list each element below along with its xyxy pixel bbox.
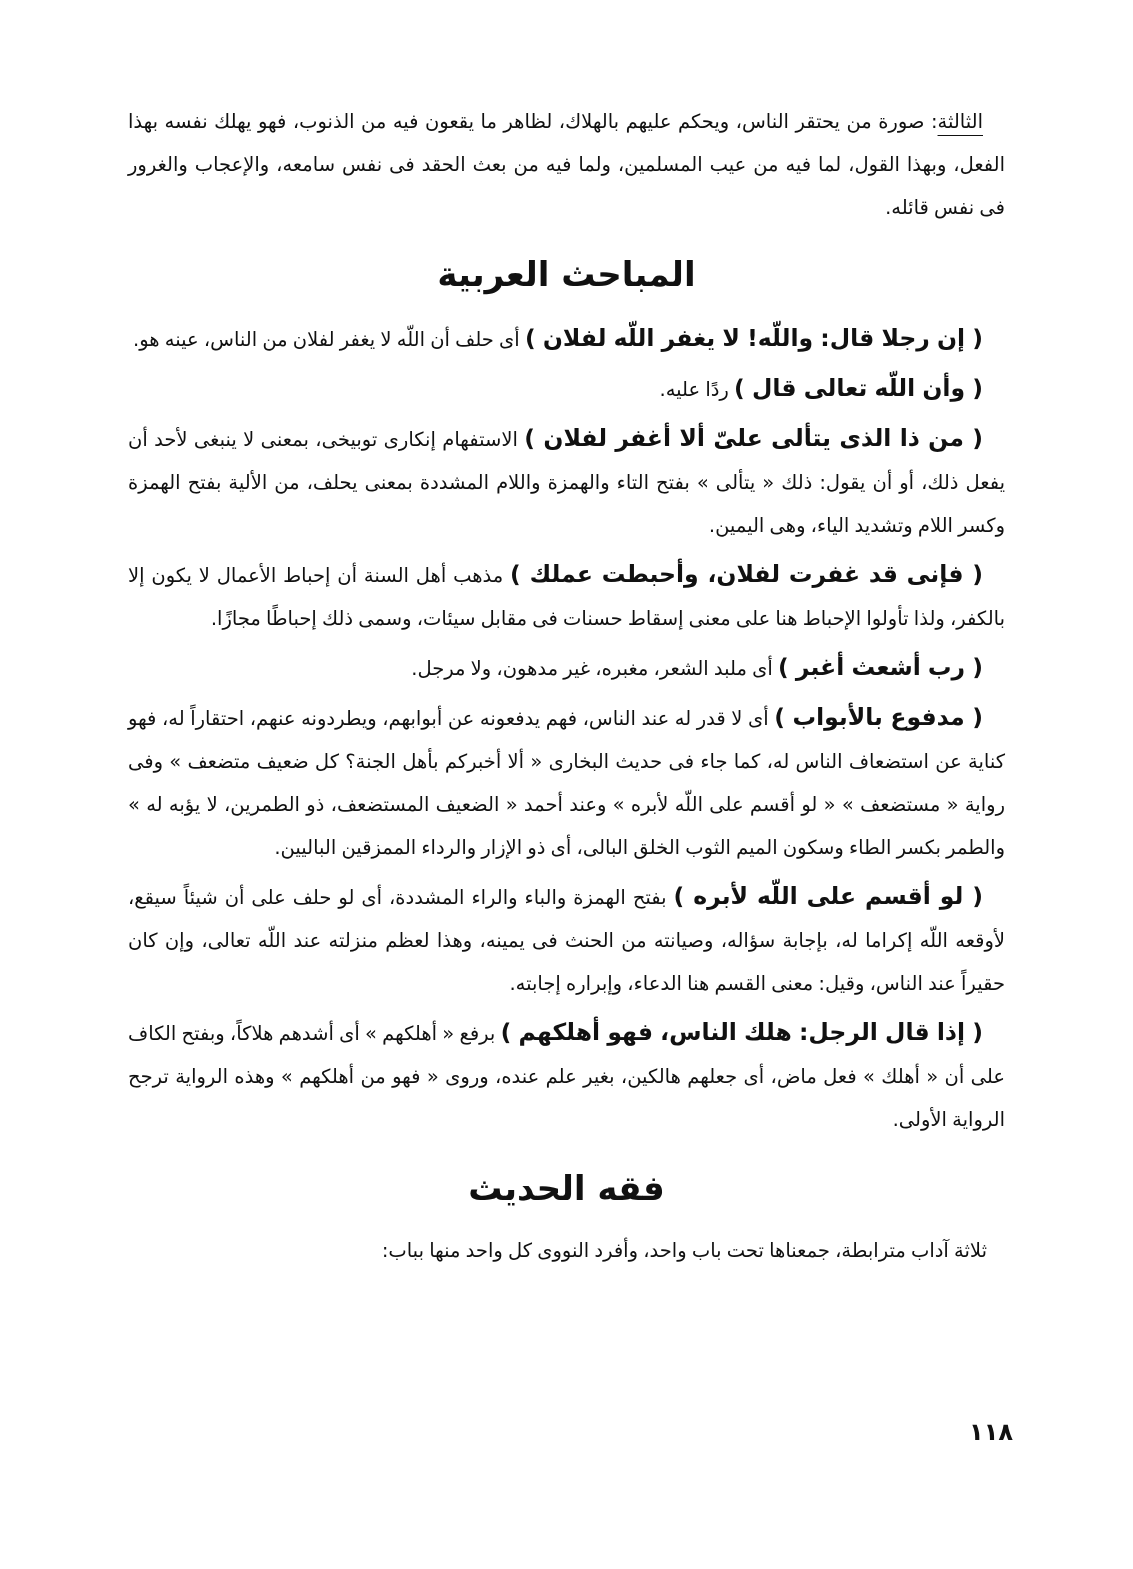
entry-paragraph — [128, 646, 1005, 690]
entry-headword: ( لو أقسم على اللّه لأبره ) — [673, 882, 983, 910]
entry-headword: ( فإنى قد غفرت لفلان، وأحبطت عملك ) — [510, 560, 984, 588]
entry-headword: ( رب أشعث أغبر ) — [778, 653, 983, 681]
paragraph-third-point — [128, 100, 1005, 229]
entry-paragraph — [128, 696, 1005, 869]
entry-headword: ( من ذا الذى يتألى علىّ ألا أغفر لفلان ) — [524, 424, 983, 452]
page-number: ١١٨ — [969, 1418, 1013, 1446]
entry-explanation: مذهب أهل السنة أن إحباط الأعمال لا يكون إلا بالكفر، ولذا تأولوا الإحباط هنا على معنى إسقاط حسنات فى مقابل سيئات، وسمى ذلك إحباطًا مجازًا. — [128, 564, 1005, 630]
entry-paragraph — [128, 1011, 1005, 1141]
entry-explanation: برفع « أهلكهم » أى أشدهم هلاكاً، وبفتح الكاف على أن « أهلك » فعل ماض، أى جعلهم هالكين، بغير علم عنده، وروى « فهو من أهلكهم » وهذه الرواية ترجح الرواية الأولى. — [128, 1022, 1005, 1131]
entry-paragraph — [128, 317, 1005, 361]
entry-paragraph — [128, 367, 1005, 411]
entry-explanation: أى لا قدر له عند الناس، فهم يدفعونه عن أبوابهم، ويطردونه عنهم، احتقاراً له، فهو كناية عن استضعاف الناس له، كما جاء فى حديث البخارى « ألا أخبركم بأهل الجنة؟ كل ضعيف متضعف » وفى رواية « مستضعف » « لو أقسم على اللّه لأبره » وعند أحمد « الضعيف المستضعف، ذو الطمرين، لا يؤبه له » والطمر بكسر الطاء وسكون الميم الثوب الخلق البالى، أى ذو الإزار والرداء الممزقين الباليين. — [128, 707, 1005, 859]
entry-headword: ( وأن اللّه تعالى قال ) — [734, 374, 983, 402]
entry-explanation: أى حلف أن اللّه لا يغفر لفلان من الناس، عينه هو. — [133, 328, 525, 351]
entry-explanation: بفتح الهمزة والباء والراء المشددة، أى لو حلف على أن شيئاً سيقع، لأوقعه اللّه إكراما له، بإجابة سؤاله، وصيانته من الحنث فى يمينه، وهذا لعظم منزلته عند اللّه تعالى، وإن كان حقيراً عند الناس، وقيل: معنى القسم هنا الدعاء، وإبراره إجابته. — [128, 886, 1005, 995]
entry-explanation: ردًا عليه. — [659, 378, 735, 401]
entry-paragraph — [128, 875, 1005, 1005]
entry-paragraph — [128, 553, 1005, 640]
entry-explanation: الاستفهام إنكارى توبيخى، بمعنى لا ينبغى لأحد أن يفعل ذلك، أو أن يقول: ذلك « يتألى » بفتح التاء والهمزة واللام المشددة بمعنى يحلف، من الألية بفتح الهمزة وكسر اللام وتشديد الياء، وهى اليمين. — [128, 428, 1005, 537]
entry-headword: ( مدفوع بالأبواب ) — [774, 703, 983, 731]
third-point-text: : صورة من يحتقر الناس، ويحكم عليهم بالهلاك، لظاهر ما يقعون فيه من الذنوب، فهو يهلك نفسه بهذا الفعل، وبهذا القول، لما فيه من عيب المسلمين، ولما فيه من بعث الحقد فى نفس سامعه، والإعجاب والغرور فى نفس قائله. — [128, 110, 1005, 219]
third-point-label: الثالثة — [937, 110, 983, 133]
fiqh-intro-paragraph: ثلاثة آداب مترابطة، جمعناها تحت باب واحد، وأفرد النووى كل واحد منها بباب: — [381, 1239, 987, 1262]
entry-headword: ( إذا قال الرجل: هلك الناس، فهو أهلكهم ) — [500, 1018, 983, 1046]
heading-arabic-studies: المباحث العربية — [437, 255, 696, 295]
entry-explanation: أى ملبد الشعر، مغبره، غير مدهون، ولا مرجل. — [411, 657, 779, 680]
entry-headword: ( إن رجلا قال: واللّه! لا يغفر اللّه لفلان ) — [524, 324, 983, 352]
heading-hadith-jurisprudence: فقه الحديث — [468, 1169, 665, 1209]
entry-paragraph — [128, 417, 1005, 547]
